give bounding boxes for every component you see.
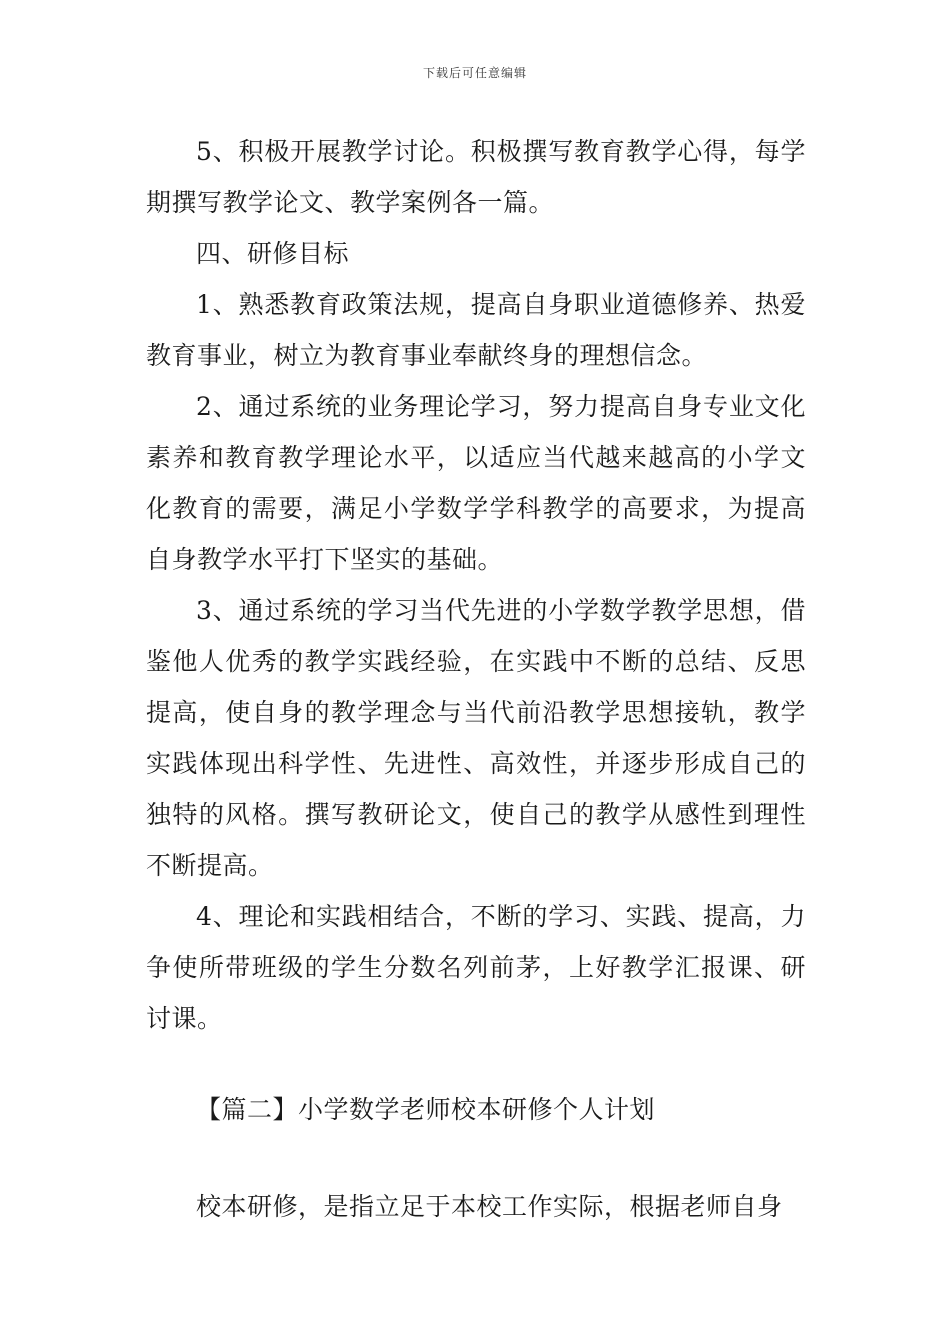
goal-2-paragraph: 2、通过系统的业务理论学习，努力提高自身专业文化素养和教育教学理论水平，以适应当代越来越高的小学文化教育的需要，满足小学数学学科教学的高要求，为提高自身教学水平打下坚实的基础。 [146, 392, 806, 574]
page-header-note: 下载后可任意编辑 [422, 66, 527, 80]
section-title: 【篇二】小学数学老师校本研修个人计划 [196, 1095, 656, 1124]
closing-paragraph: 校本研修，是指立足于本校工作实际，根据老师自身 [196, 1192, 783, 1221]
goal-1-paragraph: 1、熟悉教育政策法规，提高自身职业道德修养、热爱教育事业，树立为教育事业奉献终身的理想信念。 [146, 290, 806, 370]
goal-4-paragraph: 4、理论和实践相结合，不断的学习、实践、提高，力争使所带班级的学生分数名列前茅，上好教学汇报课、研讨课。 [146, 902, 806, 1033]
spacer [146, 1135, 806, 1181]
spacer [146, 1044, 806, 1084]
paragraph-item-5: 5、积极开展教学讨论。积极撰写教育教学心得，每学期撰写教学论文、教学案例各一篇。 [146, 137, 806, 217]
goal-3-paragraph: 3、通过系统的学习当代先进的小学数学教学思想，借鉴他人优秀的教学实践经验，在实践中不断的总结、反思提高，使自身的教学理念与当代前沿教学思想接轨，教学实践体现出科学性、先进性、高效性，并逐步形成自己的独特的风格。撰写教研论文，使自己的教学从感性到理性不断提高。 [146, 596, 806, 880]
document-body [146, 126, 806, 1232]
heading-research-goals: 四、研修目标 [196, 239, 350, 268]
